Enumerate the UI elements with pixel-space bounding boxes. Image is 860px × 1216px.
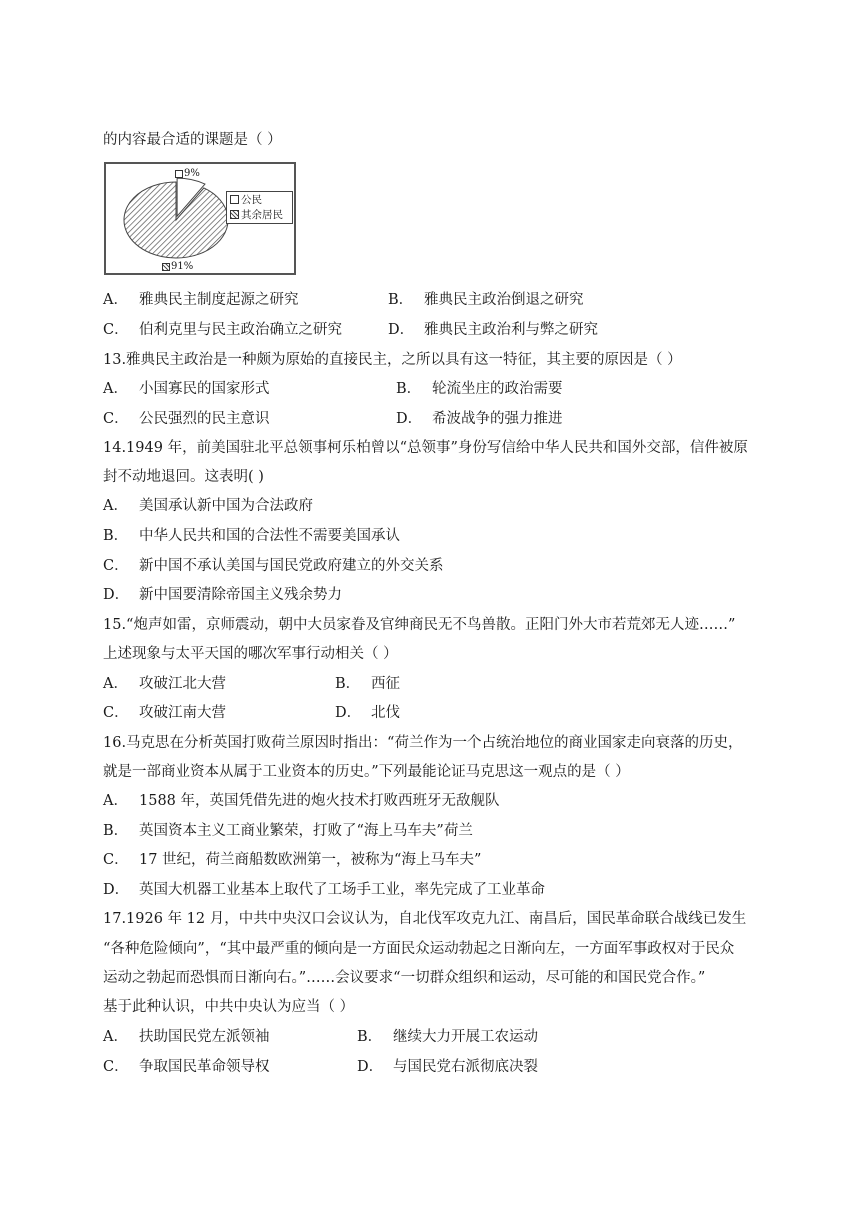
q15-option-d[interactable]: D． 北伐 (335, 705, 400, 721)
q13-option-d[interactable]: D． 希波战争的强力推进 (396, 411, 563, 427)
q17-stem-line-4: 基于此种认识，中共中央认为应当（ ） (103, 999, 355, 1015)
q15-stem-line-1: 15.“炮声如雷，京师震动，朝中大员家眷及官绅商民无不鸟兽散。正阳门外大市若荒郊无人迹……” (103, 617, 736, 633)
pie-label-others: 91% (162, 261, 193, 273)
q14-option-d[interactable]: D． 新中国要清除帝国主义残余势力 (103, 587, 342, 603)
q16-option-d[interactable]: D． 英国大机器工业基本上取代了工场手工业，率先完成了工业革命 (103, 882, 545, 898)
q17-option-c[interactable]: C． 争取国民革命领导权 (103, 1059, 270, 1075)
q16-option-a[interactable]: A． 1588 年，英国凭借先进的炮火技术打败西班牙无敌舰队 (103, 793, 500, 809)
q13-option-b[interactable]: B． 轮流坐庄的政治需要 (396, 381, 563, 397)
q13-stem: 13.雅典民主政治是一种颇为原始的直接民主，之所以具有这一特征，其主要的原因是（ ） (103, 352, 682, 368)
q12-stem-tail: 的内容最合适的课题是（ ） (103, 132, 282, 148)
hatched-swatch-icon (230, 210, 239, 219)
q17-stem-line-3: 运动之勃起而恐惧而日渐向右。”……会议要求“一切群众组织和运动，尽可能的和国民党合作。” (103, 970, 706, 986)
pie-label-citizens: 9% (175, 168, 200, 180)
q14-option-a[interactable]: A． 美国承认新中国为合法政府 (103, 498, 313, 514)
hatched-swatch-icon (162, 263, 170, 271)
q15-option-b[interactable]: B． 西征 (335, 676, 400, 692)
q13-option-c[interactable]: C． 公民强烈的民主意识 (103, 411, 270, 427)
q12-option-c[interactable]: C． 伯利克里与民主政治确立之研究 (103, 322, 342, 338)
white-swatch-icon (230, 195, 239, 204)
q17-option-a[interactable]: A． 扶助国民党左派领袖 (103, 1029, 270, 1045)
q16-stem-line-1: 16.马克思在分析英国打败荷兰原因时指出：“荷兰作为一个占统治地位的商业国家走向衰落的历史， (103, 735, 743, 751)
q17-stem-line-1: 17.1926 年 12 月，中共中央汉口会议认为，自北伐军攻克九江、南昌后，国民革命联合战线已发生 (103, 911, 747, 927)
q12-option-a[interactable]: A． 雅典民主制度起源之研究 (103, 292, 299, 308)
pie-chart-figure (104, 162, 296, 275)
q14-option-b[interactable]: B． 中华人民共和国的合法性不需要美国承认 (103, 528, 400, 544)
q15-option-c[interactable]: C． 攻破江南大营 (103, 705, 226, 721)
q13-option-a[interactable]: A． 小国寡民的国家形式 (103, 381, 270, 397)
chart-legend (226, 191, 293, 224)
legend-item-others: 其余居民 (230, 207, 292, 222)
q16-option-b[interactable]: B． 英国资本主义工商业繁荣，打败了“海上马车夫”荷兰 (103, 823, 473, 839)
q17-stem-line-2: “各种危险倾向”，“其中最严重的倾向是一方面民众运动勃起之日渐向左，一方面军事政权对于民众 (103, 941, 735, 957)
q16-option-c[interactable]: C． 17 世纪，荷兰商船数欧洲第一，被称为“海上马车夫” (103, 852, 482, 868)
q15-stem-line-2: 上述现象与太平天国的哪次军事行动相关（ ） (103, 646, 398, 662)
q17-option-b[interactable]: B． 继续大力开展工农运动 (357, 1029, 538, 1045)
white-swatch-icon (175, 170, 183, 178)
q12-option-b[interactable]: B． 雅典民主政治倒退之研究 (388, 292, 584, 308)
q17-option-d[interactable]: D． 与国民党右派彻底决裂 (357, 1059, 538, 1075)
q14-stem-line-1: 14.1949 年，前美国驻北平总领事柯乐柏曾以“总领事”身份写信给中华人民共和国外交部，信件被原 (103, 440, 748, 456)
q14-option-c[interactable]: C． 新中国不承认美国与国民党政府建立的外交关系 (103, 558, 444, 574)
q16-stem-line-2: 就是一部商业资本从属于工业资本的历史。”下列最能论证马克思这一观点的是（ ） (103, 764, 630, 780)
pie-slice-others (124, 182, 228, 258)
q15-option-a[interactable]: A． 攻破江北大营 (103, 676, 226, 692)
q12-option-d[interactable]: D． 雅典民主政治利与弊之研究 (388, 322, 598, 338)
legend-item-citizens: 公民 (230, 192, 292, 207)
q14-stem-line-2: 封不动地退回。这表明( ) (103, 469, 264, 485)
